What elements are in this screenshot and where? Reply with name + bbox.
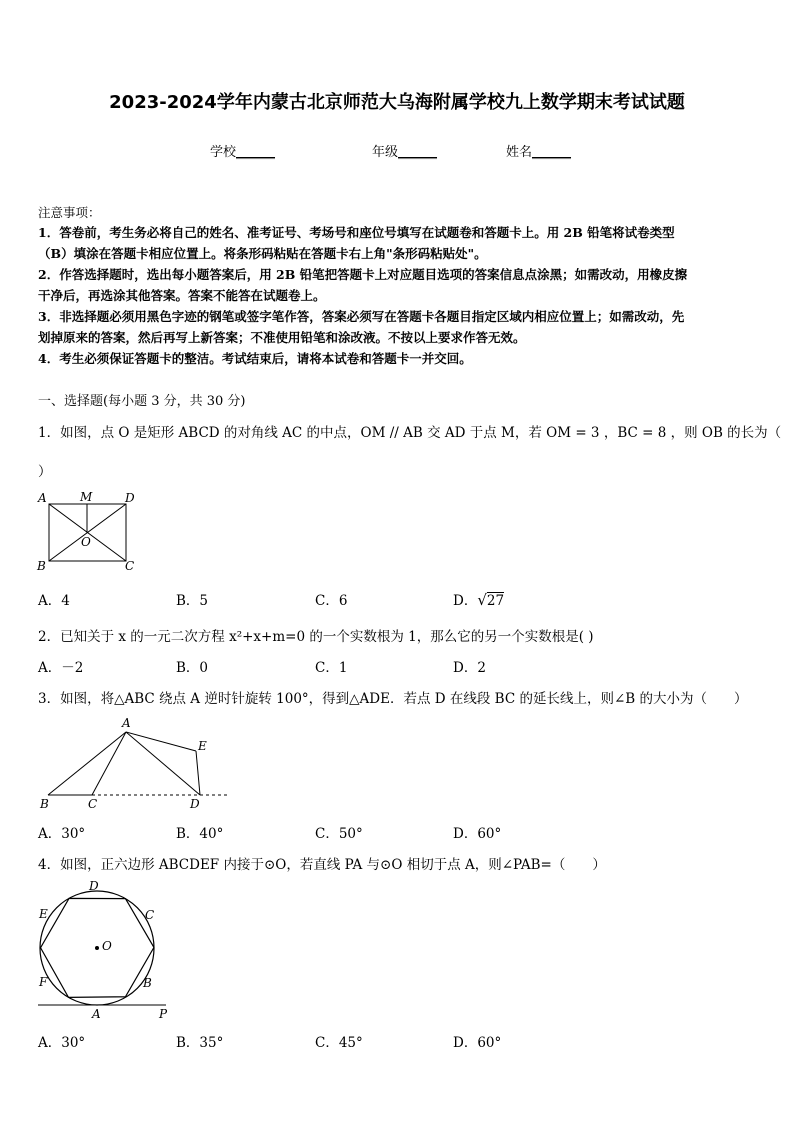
label-C: C bbox=[125, 559, 135, 573]
notice-line-6: 划掉原来的答案，然后再写上新答案；不准使用铅笔和涂改液。不按以上要求作答无效。 bbox=[38, 330, 526, 345]
question-1-text: 1．如图，点 O 是矩形 ABCD 的对角线 AC 的中点，OM // AB 交 AD 于点 M，若 OM = 3 ，BC = 8 ，则 OB 的长为（ bbox=[38, 425, 782, 441]
label-B: B bbox=[40, 797, 49, 811]
label-B: B bbox=[143, 976, 152, 990]
question-1-text-cont: ） bbox=[38, 464, 52, 480]
sqrt-value: 27 bbox=[486, 593, 505, 609]
grade-field bbox=[372, 141, 437, 160]
q2-option-b: B．0 bbox=[176, 660, 209, 676]
q2-option-c: C．1 bbox=[315, 660, 348, 676]
grade-label: 年级 bbox=[372, 145, 399, 160]
notice-line-7: 4．考生必须保证答题卡的整洁。考试结束后，请将本试卷和答题卡一并交回。 bbox=[38, 351, 472, 366]
label-A: A bbox=[92, 1007, 101, 1021]
label-O: O bbox=[102, 939, 112, 953]
figure-rotation-triangles bbox=[34, 712, 234, 812]
q3-option-d: D．60° bbox=[453, 826, 502, 842]
label-A: A bbox=[122, 716, 131, 730]
figure-hexagon-circle bbox=[34, 876, 179, 1022]
notice-line-1: 1．答卷前，考生务必将自己的姓名、准考证号、考场号和座位号填写在试题卷和答题卡上。用 2B 铅笔将试卷类型 bbox=[38, 225, 675, 240]
q2-option-d: D．2 bbox=[453, 660, 486, 676]
label-P: P bbox=[159, 1007, 168, 1021]
label-C: C bbox=[145, 908, 155, 922]
q1-option-d bbox=[453, 589, 504, 609]
school-label: 学校 bbox=[210, 145, 237, 160]
q3-option-a: A．30° bbox=[38, 826, 86, 842]
q1-option-c: C．6 bbox=[315, 593, 348, 609]
section-heading: 一、选择题(每小题 3 分，共 30 分) bbox=[38, 394, 246, 409]
name-label: 姓名 bbox=[506, 145, 533, 160]
label-O: O bbox=[81, 535, 91, 549]
q3-option-c: C．50° bbox=[315, 826, 363, 842]
q4-option-b: B．35° bbox=[176, 1035, 224, 1051]
label-C: C bbox=[88, 797, 98, 811]
question-3-text: 3．如图，将△ABC 绕点 A 逆时针旋转 100°，得到△ADE．若点 D 在线段 BC 的延长线上，则∠B 的大小为（ ） bbox=[38, 691, 748, 707]
label-A: A bbox=[38, 491, 47, 505]
q4-option-c: C．45° bbox=[315, 1035, 363, 1051]
label-B: B bbox=[37, 559, 46, 573]
name-blank: ______ bbox=[532, 145, 572, 160]
figure-rectangle-abcd bbox=[34, 488, 144, 574]
q3-option-b: B．40° bbox=[176, 826, 224, 842]
school-field bbox=[210, 141, 275, 160]
label-D: D bbox=[89, 879, 99, 893]
notice-line-4: 干净后，再选涂其他答案。答案不能答在试题卷上。 bbox=[38, 288, 326, 303]
q1-option-a: A．4 bbox=[38, 593, 70, 609]
label-E: E bbox=[198, 739, 207, 753]
notice-line-2: （B）填涂在答题卡相应位置上。将条形码粘贴在答题卡右上角"条形码粘贴处"。 bbox=[38, 246, 487, 261]
label-E: E bbox=[39, 907, 48, 921]
notice-line-3: 2．作答选择题时，选出每小题答案后，用 2B 铅笔把答题卡上对应题目选项的答案信息点涂黑；如需改动，用橡皮擦 bbox=[38, 267, 688, 282]
question-4-text: 4．如图，正六边形 ABCDEF 内接于⊙O，若直线 PA 与⊙O 相切于点 A，则∠PAB=（ ） bbox=[38, 857, 606, 873]
grade-blank: ______ bbox=[398, 145, 438, 160]
label-D: D bbox=[125, 491, 135, 505]
notice-line-5: 3．非选择题必须用黑色字迹的钢笔或签字笔作答，答案必须写在答题卡各题目指定区域内相应位置上；如需改动，先 bbox=[38, 309, 685, 324]
label-D: D bbox=[190, 797, 200, 811]
question-2-text: 2．已知关于 x 的一元二次方程 x²+x+m=0 的一个实数根为 1，那么它的另一个实数根是( ) bbox=[38, 629, 594, 645]
notice-heading: 注意事项： bbox=[38, 205, 101, 220]
q1-option-b: B．5 bbox=[176, 593, 209, 609]
q1-option-d-label: D． bbox=[453, 593, 478, 609]
q2-option-a: A．－2 bbox=[38, 660, 84, 676]
school-blank: ______ bbox=[236, 145, 276, 160]
q4-option-a: A．30° bbox=[38, 1035, 86, 1051]
label-M: M bbox=[80, 490, 93, 504]
name-field bbox=[506, 141, 571, 160]
exam-title: 2023-2024学年内蒙古北京师范大乌海附属学校九上数学期末考试试题 bbox=[109, 92, 685, 113]
label-F: F bbox=[39, 975, 48, 989]
sqrt-icon: √ bbox=[477, 591, 487, 609]
q4-option-d: D．60° bbox=[453, 1035, 502, 1051]
